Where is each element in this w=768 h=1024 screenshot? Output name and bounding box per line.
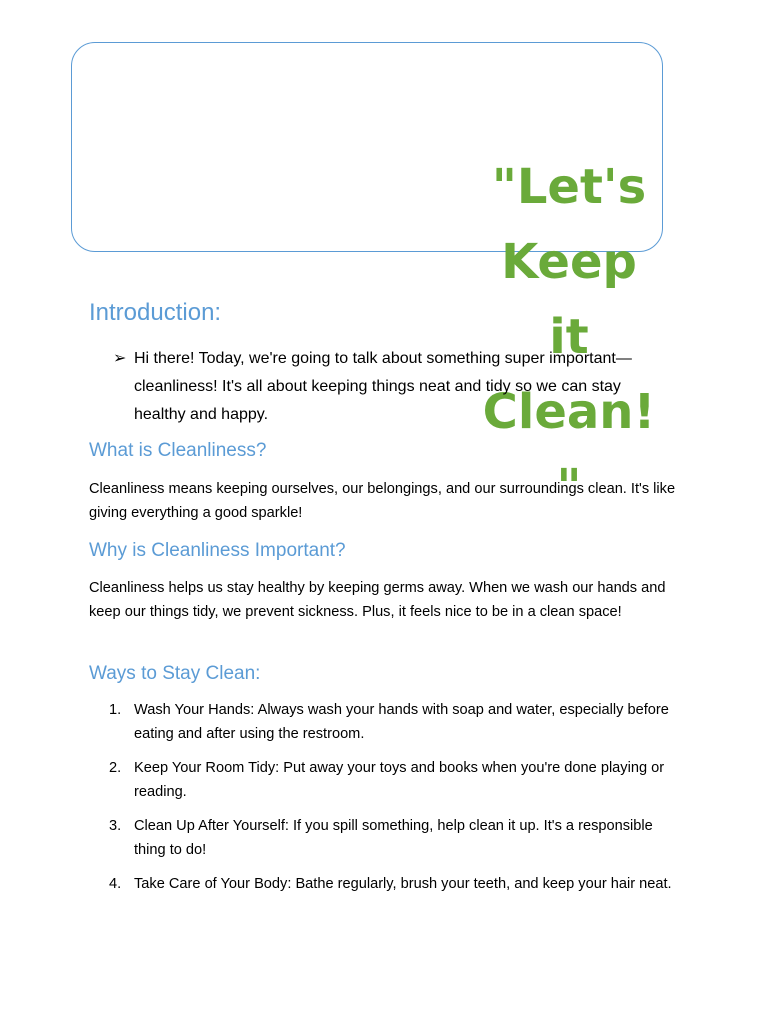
why-text: Cleanliness helps us stay healthy by keeping germs away. When we wash our hands and keep our things tidy, we prevent sickness. Plus, it feels nice to be in a clean space! [89,580,666,620]
list-item-text: Wash Your Hands: Always wash your hands with soap and water, especially before eating and after using the restroom. [134,702,669,742]
heading-introduction: Introduction: [89,299,222,326]
list-item [89,756,684,804]
heading-what-is-cleanliness: What is Cleanliness? [89,440,267,461]
list-item [89,814,684,862]
list-item-text: Clean Up After Yourself: If you spill something, help clean it up. It's a responsible thing to do! [134,818,653,858]
list-number: 4. [109,876,122,892]
page-title: "Let's Keep it Clean! " [482,159,656,515]
list-item [89,872,684,896]
heading-ways-to-stay-clean: Ways to Stay Clean: [89,663,261,684]
arrow-bullet-icon: ➢ [113,350,127,367]
intro-text: Hi there! Today, we're going to talk about something super important—cleanliness! It's all about keeping things neat and tidy so we can stay healthy and happy. [134,350,632,423]
ways-list [89,698,684,906]
list-item-text: Keep Your Room Tidy: Put away your toys and books when you're done playing or reading. [134,760,665,800]
list-number: 1. [109,702,122,718]
intro-bullet [113,345,673,429]
list-number: 2. [109,760,122,776]
heading-why-important: Why is Cleanliness Important? [89,540,346,561]
what-text: Cleanliness means keeping ourselves, our belongings, and our surroundings clean. It's like giving everything a good sparkle! [89,481,676,521]
list-item-text: Take Care of Your Body: Bathe regularly, brush your teeth, and keep your hair neat. [134,876,672,892]
list-item [89,698,684,746]
list-number: 3. [109,818,122,834]
